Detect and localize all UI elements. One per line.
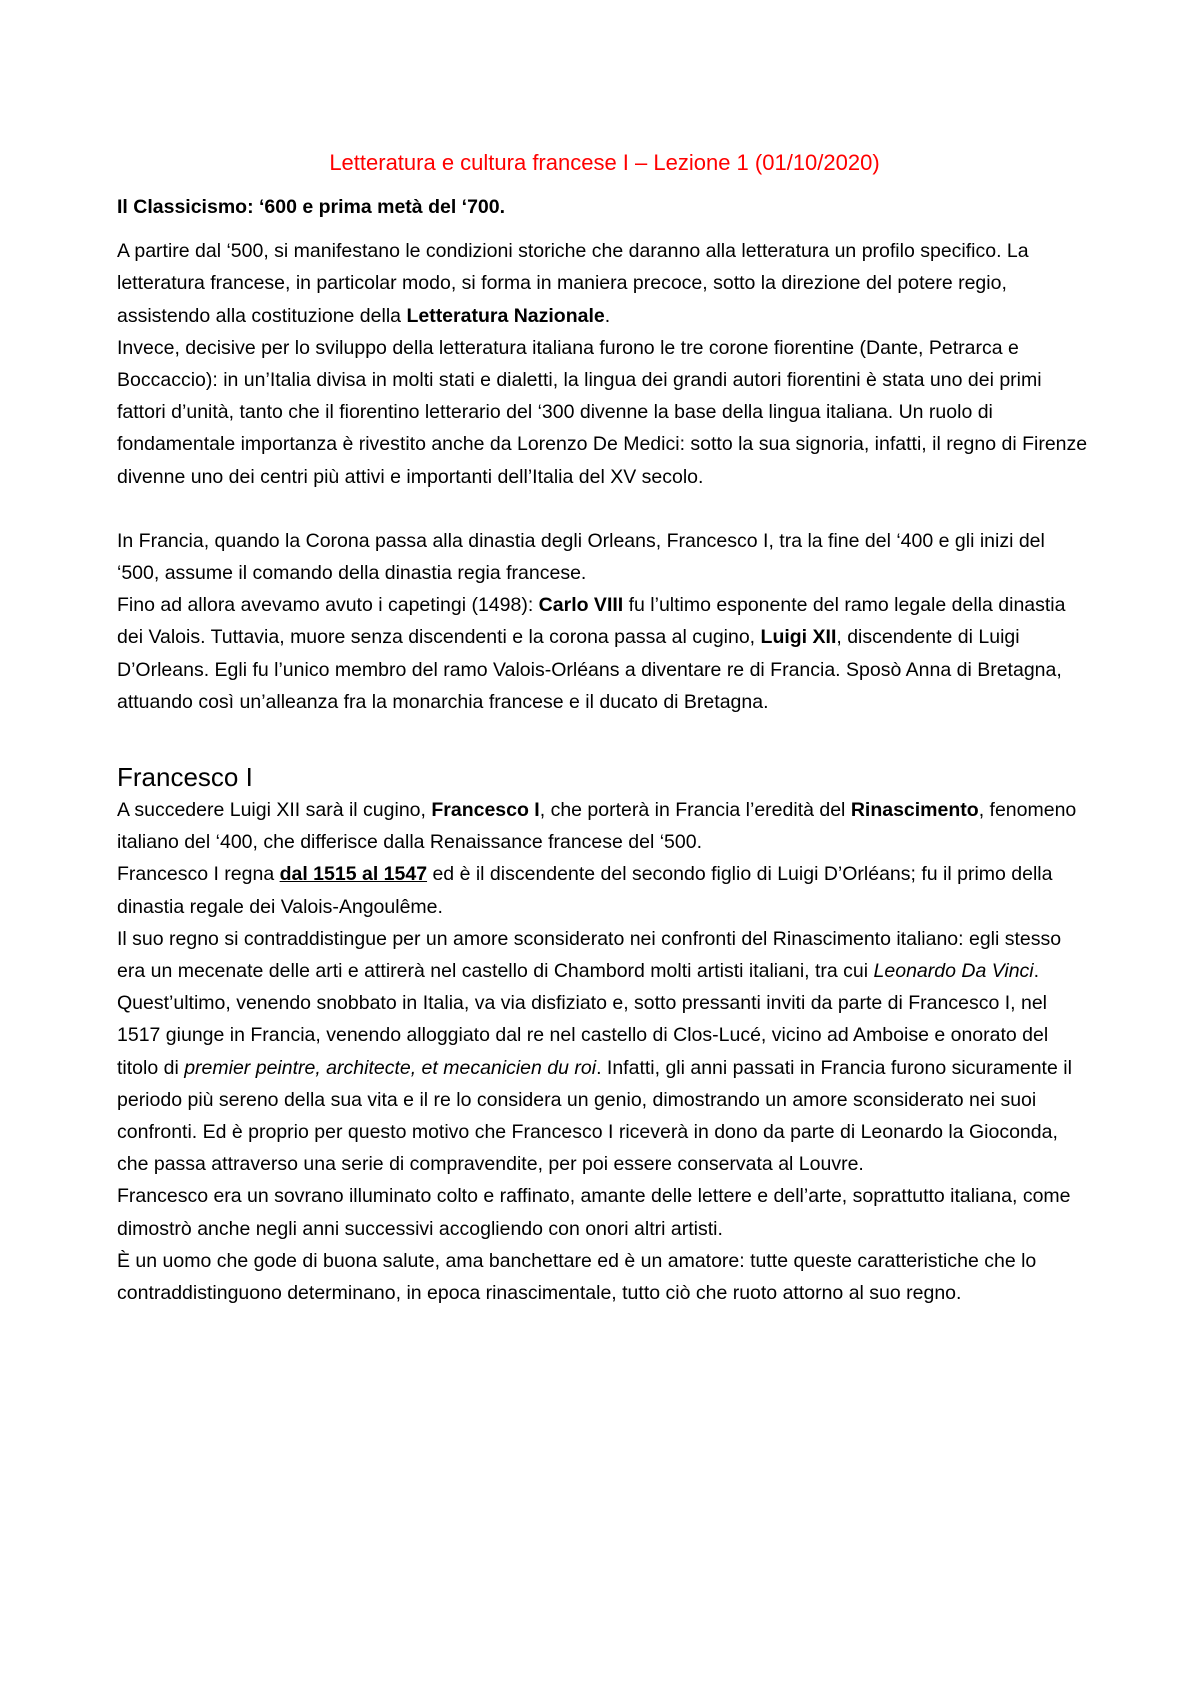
bold-term: Carlo VIII (538, 594, 624, 617)
paragraph-france-2: Fino ad allora avevamo avuto i capetingi (1498): Carlo VIII fu l’ultimo esponente del ramo legale della dinastia dei Valois. Tuttavia, muore senza discendenti e la corona passa al cugino, Luigi XII, discendente di Luigi D’Orleans. Egli fu l’unico membro del ramo Valois-Orléans a diventare re di Francia. Sposò Anna di Bretagna, attuando così un’alleanza fra la monarchia francese e il ducato di Bretagna. (117, 594, 1066, 713)
document-body (117, 147, 1092, 1309)
section-subtitle: Il Classicismo: ‘600 e prima metà del ‘700. (117, 196, 506, 218)
paragraph-francesco-3: Il suo regno si contraddistingue per un amore sconsiderato nei confronti del Rinascimento italiano: egli stesso era un mecenate delle arti e attirerà nel castello di Chambord molti artisti italiani, tra cui Leonardo Da Vinci. Quest’ultimo, venendo snobbato in Italia, va via disfiziato e, sotto pressanti inviti da parte di Francesco I, nel 1517 giunge in Francia, venendo alloggiato dal re nel castello di Clos-Lucé, vicino ad Amboise e onorato del titolo di premier peintre, architecte, et mecanicien du roi. Infatti, gli anni passati in Francia furono sicuramente il periodo più sereno della sua vita e il re lo considera un genio, dimostrando un amore sconsiderato nei suoi confronti. Ed è proprio per questo motivo che Francesco I riceverà in dono da parte di Leonardo la Gioconda, che passa attraverso una serie di compravendite, per poi essere conservata al Louvre. (117, 927, 1072, 1176)
bold-term: Luigi XII (760, 626, 837, 649)
paragraph-francesco-1: A succedere Luigi XII sarà il cugino, Francesco I, che porterà in Francia l’eredità del Rinascimento, fenomeno italiano del ‘400, che differisce dalla Renaissance francese del ‘500. (117, 799, 1077, 854)
bold-term: Letteratura Nazionale (406, 304, 605, 327)
document-title: Letteratura e cultura francese I – Lezione 1 (01/10/2020) (329, 150, 880, 175)
paragraph-france-1: In Francia, quando la Corona passa alla dinastia degli Orleans, Francesco I, tra la fine del ‘400 e gli inizi del ‘500, assume il comando della dinastia regia francese. (117, 529, 1045, 585)
paragraph-intro-1: A partire dal ‘500, si manifestano le condizioni storiche che daranno alla letteratura un profilo specifico. La letteratura francese, in particolar modo, si forma in maniera precoce, sotto la direzione del potere regio, assistendo alla costituzione della Letteratura Nazionale. (117, 240, 1029, 327)
italic-term: premier peintre, architecte, et mecanicien du roi (184, 1056, 597, 1079)
section-heading: Francesco I (117, 762, 253, 793)
underlined-dates: dal 1515 al 1547 (279, 863, 428, 886)
bold-term: Francesco I (431, 799, 540, 822)
paragraph-spacer (117, 493, 1092, 525)
paragraph-francesco-2: Francesco I regna dal 1515 al 1547 ed è il discendente del secondo figlio di Luigi D’Orléans; fu il primo della dinastia regale dei Valois-Angoulême. (117, 863, 1053, 918)
paragraph-francesco-5: È un uomo che gode di buona salute, ama banchettare ed è un amatore: tutte queste caratteristiche che lo contraddistinguono determinano, in epoca rinascimentale, tutto ciò che ruoto attorno al suo regno. (117, 1249, 1037, 1305)
paragraph-intro-2: Invece, decisive per lo sviluppo della letteratura italiana furono le tre corone fiorentine (Dante, Petrarca e Boccaccio): in un’Italia divisa in molti stati e dialetti, la lingua dei grandi autori fiorentini è stata uno dei primi fattori d’unità, tanto che il fiorentino letterario del ‘300 divenne la base della lingua italiana. Un ruolo di fondamentale importanza è rivestito anche da Lorenzo De Medici: sotto la sua signoria, infatti, il regno di Firenze divenne uno dei centri più attivi e importanti dell’Italia del XV secolo. (117, 336, 1088, 488)
paragraph-francesco-4: Francesco era un sovrano illuminato colto e raffinato, amante delle lettere e dell’arte, soprattutto italiana, come dimostrò anche negli anni successivi accogliendo con onori altri artisti. (117, 1185, 1071, 1240)
italic-term: Leonardo Da Vinci (873, 960, 1034, 983)
bold-term: Rinascimento (850, 799, 979, 822)
